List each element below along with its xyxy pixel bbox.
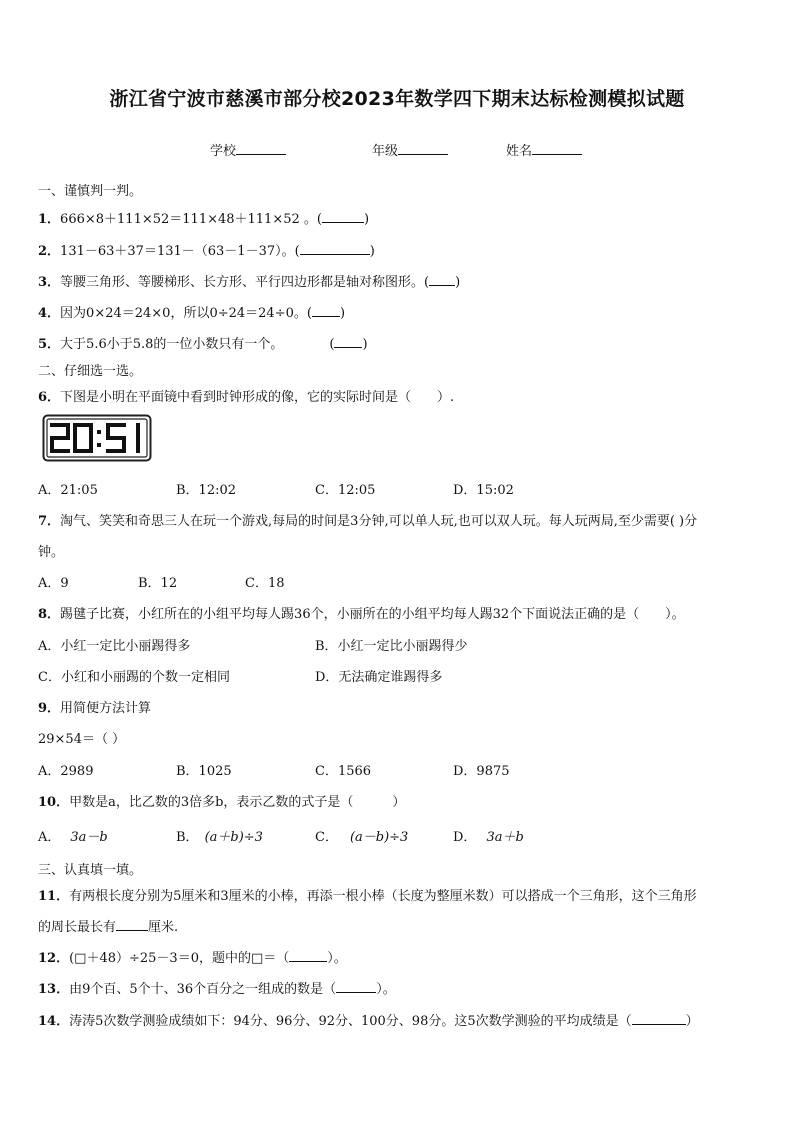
option-c[interactable]: C． (a－b)÷3 <box>315 830 409 845</box>
option-d[interactable]: D．15:02 <box>453 483 514 498</box>
question-8 <box>38 603 685 622</box>
question-number: 8． <box>38 607 61 622</box>
question-text: 踢毽子比赛，小红所在的小组平均每人踢36个，小丽所在的小组平均每人踢32个下面说法正确的是（ ）。 <box>60 607 685 622</box>
answer-blank[interactable] <box>312 304 340 317</box>
question-12: 12．(□＋48）÷25－3＝0，题中的□＝（ ）。 <box>38 951 347 966</box>
question-number: 10． <box>38 795 70 810</box>
question-text: 淘气、笑笑和奇思三人在玩一个游戏,每局的时间是3分钟,可以单人玩,也可以双人玩。每人玩两局,至少需要( )分 <box>60 514 698 529</box>
question-text: 大于5.6小于5.8的一位小数只有一个。 <box>60 337 284 352</box>
question-text: 由9个百、5个十、36个百分之一组成的数是（ <box>69 982 337 997</box>
question-text: 甲数是a，比乙数的3倍多b，表示乙数的式子是（ ） <box>69 795 406 810</box>
question-text: 因为0×24＝24×0，所以0÷24＝24÷0。( <box>60 306 312 321</box>
section-heading-1: 一、谨慎判一判。 <box>38 184 143 199</box>
option-d[interactable]: D． 3a＋b <box>453 830 524 845</box>
option-a[interactable]: A．小红一定比小丽踢得多 <box>38 639 191 654</box>
question-text: 等腰三角形、等腰梯形、长方形、平行四边形都是轴对称图形。( <box>60 275 430 290</box>
answer-blank[interactable] <box>336 980 376 993</box>
question-number: 7． <box>38 514 61 529</box>
question-text: 131－63＋37＝131－（63－1－37）。( <box>60 244 300 259</box>
question-number: 2． <box>38 244 61 259</box>
question-11 <box>38 885 697 904</box>
option-b[interactable]: B．12 <box>138 576 178 591</box>
question-9-expression: 29×54＝（ ） <box>38 732 126 747</box>
section-heading-3: 三、认真填一填。 <box>38 863 143 878</box>
question-number: 5． <box>38 337 61 352</box>
answer-blank[interactable] <box>429 273 455 286</box>
option-a[interactable]: A． 3a－b <box>38 830 108 845</box>
section-heading-2: 二、仔细选一选。 <box>38 364 143 379</box>
question-number: 12． <box>38 951 70 966</box>
question-7-continued: 钟。 <box>38 545 65 560</box>
question-number: 9． <box>38 701 61 716</box>
question-text: 用简便方法计算 <box>60 701 152 716</box>
question-number: 13． <box>38 982 70 997</box>
option-expression: (a－b)÷3 <box>349 830 409 845</box>
answer-blank[interactable] <box>322 210 364 223</box>
school-field <box>210 140 286 159</box>
answer-blank[interactable] <box>334 335 362 348</box>
question-text: 涛涛5次数学测验成绩如下：94分、96分、92分、100分、98分。这5次数学测验的平均成绩是（ <box>69 1014 632 1029</box>
name-blank[interactable] <box>532 142 582 155</box>
school-blank[interactable] <box>236 142 286 155</box>
page-title: 浙江省宁波市慈溪市部分校2023年数学四下期末达标检测模拟试题 <box>109 88 685 110</box>
option-a[interactable]: A．2989 <box>38 764 94 779</box>
digital-clock-image <box>42 414 152 462</box>
question-text: 有两根长度分别为5厘米和3厘米的小棒，再添一根小棒（长度为整厘米数）可以搭成一个三角形，这个三角形 <box>69 889 697 904</box>
option-b[interactable]: B．小红一定比小丽踢得少 <box>315 639 468 654</box>
question-number: 4． <box>38 306 61 321</box>
question-13: 13．由9个百、5个十、36个百分之一组成的数是（ ）。 <box>38 982 396 997</box>
option-c[interactable]: C．1566 <box>315 764 372 779</box>
question-14: 14．涛涛5次数学测验成绩如下：94分、96分、92分、100分、98分。这5次数学测验的平均成绩是（ ） <box>38 1014 699 1029</box>
question-5: 5．大于5.6小于5.8的一位小数只有一个。 ( ) <box>38 337 368 352</box>
school-label: 学校 <box>210 144 237 159</box>
question-text: 下图是小明在平面镜中看到时钟形成的像，它的实际时间是（ ）. <box>60 390 455 405</box>
question-4: 4．因为0×24＝24×0，所以0÷24＝24÷0。( ) <box>38 306 346 321</box>
option-expression: (a＋b)÷3 <box>204 830 263 845</box>
name-label: 姓名 <box>506 144 533 159</box>
question-3: 3．等腰三角形、等腰梯形、长方形、平行四边形都是轴对称图形。( ) <box>38 275 461 290</box>
grade-label: 年级 <box>372 144 399 159</box>
option-expression: 3a＋b <box>486 830 524 845</box>
question-10 <box>38 791 405 810</box>
option-a[interactable]: A．9 <box>38 576 69 591</box>
question-text: 666×8＋111×52＝111×48＋111×52 。( <box>60 212 322 227</box>
grade-blank[interactable] <box>398 142 448 155</box>
grade-field <box>372 140 448 159</box>
question-number: 3． <box>38 275 61 290</box>
option-c[interactable]: C．18 <box>245 576 285 591</box>
question-11-continued: 的周长最长有 厘米. <box>38 920 179 935</box>
question-6 <box>38 386 454 405</box>
option-c[interactable]: C．小红和小丽踢的个数一定相同 <box>38 670 230 685</box>
question-number: 11． <box>38 889 70 904</box>
option-d[interactable]: D．9875 <box>453 764 510 779</box>
question-number: 6． <box>38 390 61 405</box>
option-b[interactable]: B． (a＋b)÷3 <box>176 830 263 845</box>
answer-blank[interactable] <box>116 918 148 931</box>
question-2: 2．131－63＋37＝131－（63－1－37）。( ) <box>38 244 375 259</box>
option-d[interactable]: D．无法确定谁踢得多 <box>315 670 443 685</box>
question-9 <box>38 697 151 716</box>
answer-blank[interactable] <box>632 1012 686 1025</box>
question-text: (□＋48）÷25－3＝0，题中的□＝（ <box>69 951 290 966</box>
question-number: 14． <box>38 1014 70 1029</box>
answer-blank[interactable] <box>300 242 370 255</box>
option-expression: 3a－b <box>70 830 108 845</box>
answer-blank[interactable] <box>289 949 327 962</box>
option-b[interactable]: B．1025 <box>176 764 232 779</box>
question-1: 1．666×8＋111×52＝111×48＋111×52 。( ) <box>38 212 370 227</box>
option-c[interactable]: C．12:05 <box>315 483 376 498</box>
option-b[interactable]: B．12:02 <box>176 483 237 498</box>
question-7 <box>38 510 697 529</box>
question-number: 1． <box>38 212 61 227</box>
option-a[interactable]: A．21:05 <box>38 483 98 498</box>
name-field <box>506 140 582 159</box>
